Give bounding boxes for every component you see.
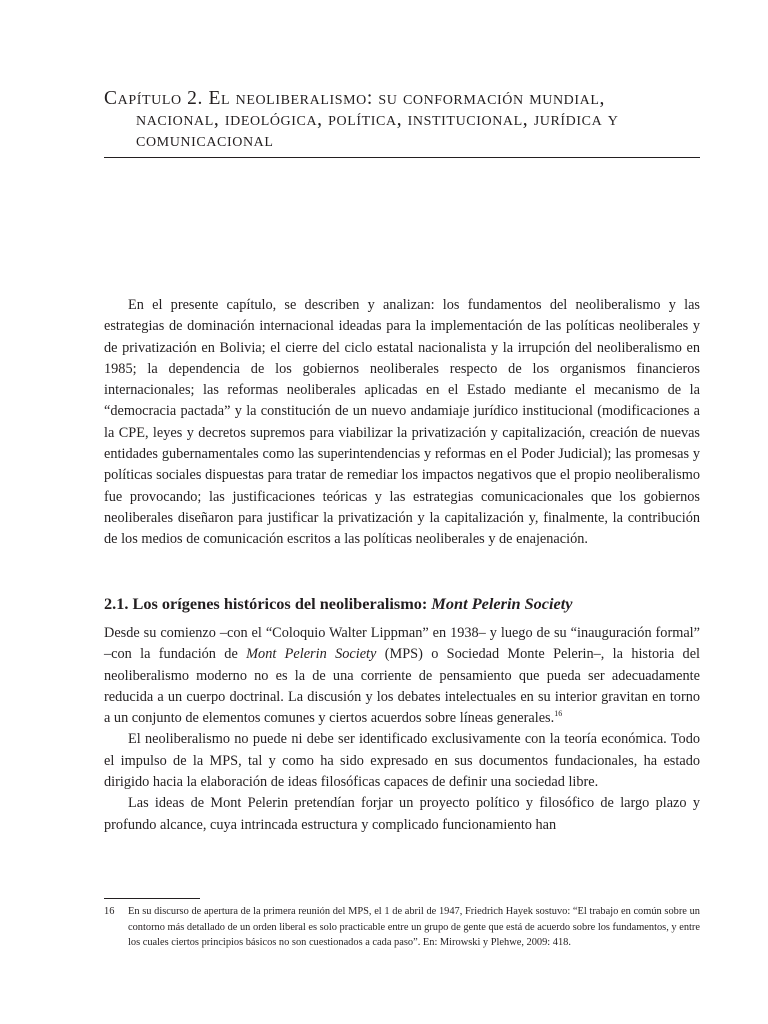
chapter-title-line-2: nacional, ideológica, política, institucional, jurídica y bbox=[136, 109, 619, 130]
footnote-text: En su discurso de apertura de la primera reunión del MPS, el 1 de abril de 1947, Friedrich Hayek sostuvo: “El trabajo en común sobre un contorno más detallado de un orden liberal es solo practicable entre un grupo de gente que está de acuerdo sobre los fundamentos, y entre los cuales ciertos principios básicos no son cuestionados a cada paso”. En: Mirowski y Plehwe, 2009: 418. bbox=[128, 906, 700, 948]
body-paragraph-1-italic: Mont Pelerin Society bbox=[246, 646, 377, 663]
section-body bbox=[104, 623, 700, 836]
chapter-title-line-3: comunicacional bbox=[136, 130, 274, 151]
footnote-reference[interactable]: 16 bbox=[554, 709, 563, 719]
section-heading-italic: Mont Pelerin Society bbox=[431, 594, 573, 613]
section-heading bbox=[104, 593, 700, 615]
chapter-title-line-1: Capítulo 2. El neoliberalismo: su conformación mundial, bbox=[104, 88, 605, 109]
body-paragraph-1-part-2: (MPS) o Sociedad Monte Pelerin–, la historia del neoliberalismo moderno no es la de una corriente de pensamiento que pueda ser adecuadamente reducida a un cuerpo doctrinal. La discusión y los debates intelectuales en su interior gravitan en torno a un conjunto de elementos comunes y ciertos acuerdos sobre líneas generales. bbox=[104, 646, 701, 727]
body-paragraph-1 bbox=[104, 623, 700, 729]
body-paragraph-3: Las ideas de Mont Pelerin pretendían forjar un proyecto político y filosófico de largo plazo y profundo alcance, cuya intrincada estructura y complicado funcionamiento han bbox=[104, 795, 700, 833]
section-heading-text: 2.1. Los orígenes históricos del neoliberalismo: bbox=[104, 594, 432, 613]
intro-paragraph: En el presente capítulo, se describen y analizan: los fundamentos del neoliberalismo y las estrategias de dominación internacional ideadas para la implementación de las políticas neoliberales y de privatización en Bolivia; el cierre del ciclo estatal nacionalista y la irrupción del neoliberalismo en 1985; la dependencia de los gobiernos neoliberales respecto de los organismos financieros internacionales; las reformas neoliberales aplicadas en el Estado mediante el mecanismo de la “democracia pactada” y la constitución de un nuevo andamiaje jurídico institucional (modificaciones a la CPE, leyes y decretos supremos para viabilizar la privatización y capitalización, creación de nuevas entidades gubernamentales como las superintendencias y reformas en el Poder Judicial); las promesas y políticas sociales dispuestas para tratar de remediar los impactos negativos que el propio neoliberalismo fue provocando; las justificaciones teóricas y las estrategias comunicacionales que los gobiernos neoliberales diseñaron para justificar la privatización y la capitalización y, finalmente, la contribución de los medios de comunicación escritos a las políticas neoliberales y de enajenación. bbox=[104, 297, 700, 548]
footnote bbox=[104, 904, 700, 951]
chapter-title-divider bbox=[104, 157, 700, 158]
body-paragraph-1-part-1: Desde su comienzo –con el “Coloquio Walter Lippman” en 1938– y luego de su “inauguración formal” –con la fundación de bbox=[104, 625, 700, 663]
body-paragraph-2: El neoliberalismo no puede ni debe ser identificado exclusivamente con la teoría económica. Todo el impulso de la MPS, tal y como ha sido expresado en sus documentos fundacionales, ha estado dirigido hacia la elaboración de ideas filosóficas capaces de definir una sociedad libre. bbox=[104, 731, 700, 791]
chapter-title bbox=[104, 88, 704, 151]
footnote-divider bbox=[104, 898, 200, 899]
footnote-number: 16 bbox=[104, 906, 115, 917]
